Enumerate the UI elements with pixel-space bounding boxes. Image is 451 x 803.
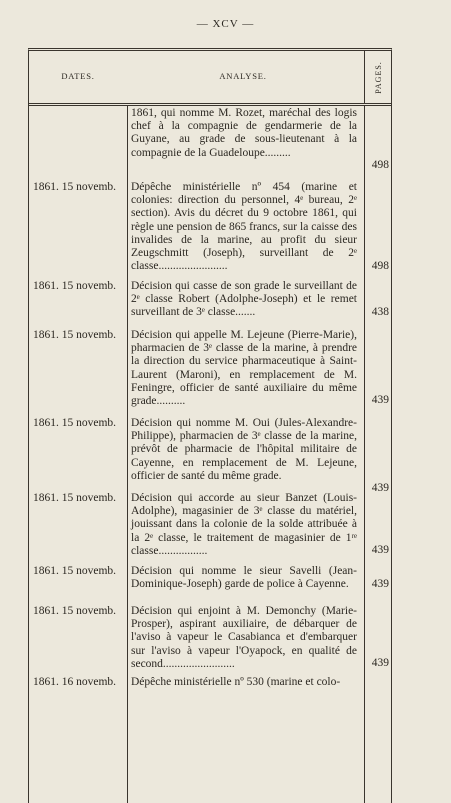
- entry-date: 1861. 15 novemb.: [33, 565, 117, 577]
- table-header: [29, 51, 391, 106]
- entry-analysis: Décision qui nomme le sieur Savelli (Jean-Dominique-Joseph) garde de police à Cayenne.: [131, 565, 357, 591]
- entry-analysis: Décision qui appelle M. Lejeune (Pierre-Marie), pharmacien de 3ᵉ classe de la marine, à prendre la direction du service pharmaceutique à Saint-Laurent (Maroni), en remplacement de M. Feningre, officier de santé auxiliaire du même grade..........: [131, 329, 357, 408]
- entry-analysis: Dépêche ministérielle nº 530 (marine et colo-: [131, 676, 341, 688]
- entry-page: 498: [371, 260, 389, 272]
- entry-analysis: Dépêche ministérielle nº 454 (marine et colonies: direction du personnel, 4ᵉ bureau, 2ᵉ section). Avis du décret du 9 octobre 1861, qui règle une pension de 865 francs, sur la caisse des invalides de la marine, au profit du sieur Zeugschmitt (Joseph), surveillant de 2ᵉ classe........................: [131, 181, 357, 273]
- entry-page: 439: [371, 657, 389, 669]
- entry-date: 1861. 15 novemb.: [33, 280, 117, 292]
- entry-date: 1861. 15 novemb.: [33, 492, 117, 504]
- page-number: — XCV —: [196, 18, 255, 30]
- entry-page: 438: [371, 306, 389, 318]
- entry-analysis: 1861, qui nomme M. Rozet, maréchal des logis chef à la compagnie de gendarmerie de la Guyane, au grade de sous-lieutenant à la compagnie de la Guadeloupe.........: [131, 107, 357, 159]
- column-header-pages: PAGES.: [364, 51, 391, 103]
- entry-analysis: Décision qui casse de son grade le surveillant de 2ᵉ classe Robert (Adolphe-Joseph) et le remet surveillant de 3ᵉ classe.......: [131, 280, 357, 319]
- entry-page: 498: [371, 159, 389, 171]
- column-header-dates: DATES.: [61, 71, 95, 81]
- entry-date: 1861. 15 novemb.: [33, 605, 117, 617]
- entry-page: 439: [371, 394, 389, 406]
- index-table: [28, 48, 392, 803]
- column-divider: [127, 106, 128, 803]
- column-divider: [364, 106, 365, 803]
- entry-date: 1861. 15 novemb.: [33, 417, 117, 429]
- column-header-analyse: ANALYSE.: [219, 71, 267, 81]
- entry-page: 439: [371, 482, 389, 494]
- entry-page: 439: [371, 578, 389, 590]
- entry-analysis: Décision qui enjoint à M. Demonchy (Marie-Prosper), aspirant auxiliaire, de débarquer de l'aviso à vapeur le Casabianca et d'embarquer sur l'aviso à vapeur l'Oyapock, en qualité de second.........................: [131, 605, 357, 670]
- entry-page: 439: [371, 544, 389, 556]
- entry-date: 1861. 16 novemb.: [33, 676, 117, 688]
- entry-analysis: Décision qui accorde au sieur Banzet (Louis-Adolphe), magasinier de 3ᵉ classe du matériel, jouissant dans la colonie de la solde attribuée à la 2ᵉ classe, le traitement de magasinier de 1ʳᵉ classe.................: [131, 492, 357, 557]
- entry-date: 1861. 15 novemb.: [33, 181, 117, 193]
- entry-date: 1861. 15 novemb.: [33, 329, 117, 341]
- entry-analysis: Décision qui nomme M. Oui (Jules-Alexandre-Philippe), pharmacien de 3ᵉ classe de la marine, prévôt de pharmacie de l'hôpital militaire de Cayenne, en remplacement de M. Lejeune, officier de santé du même grade.: [131, 417, 357, 482]
